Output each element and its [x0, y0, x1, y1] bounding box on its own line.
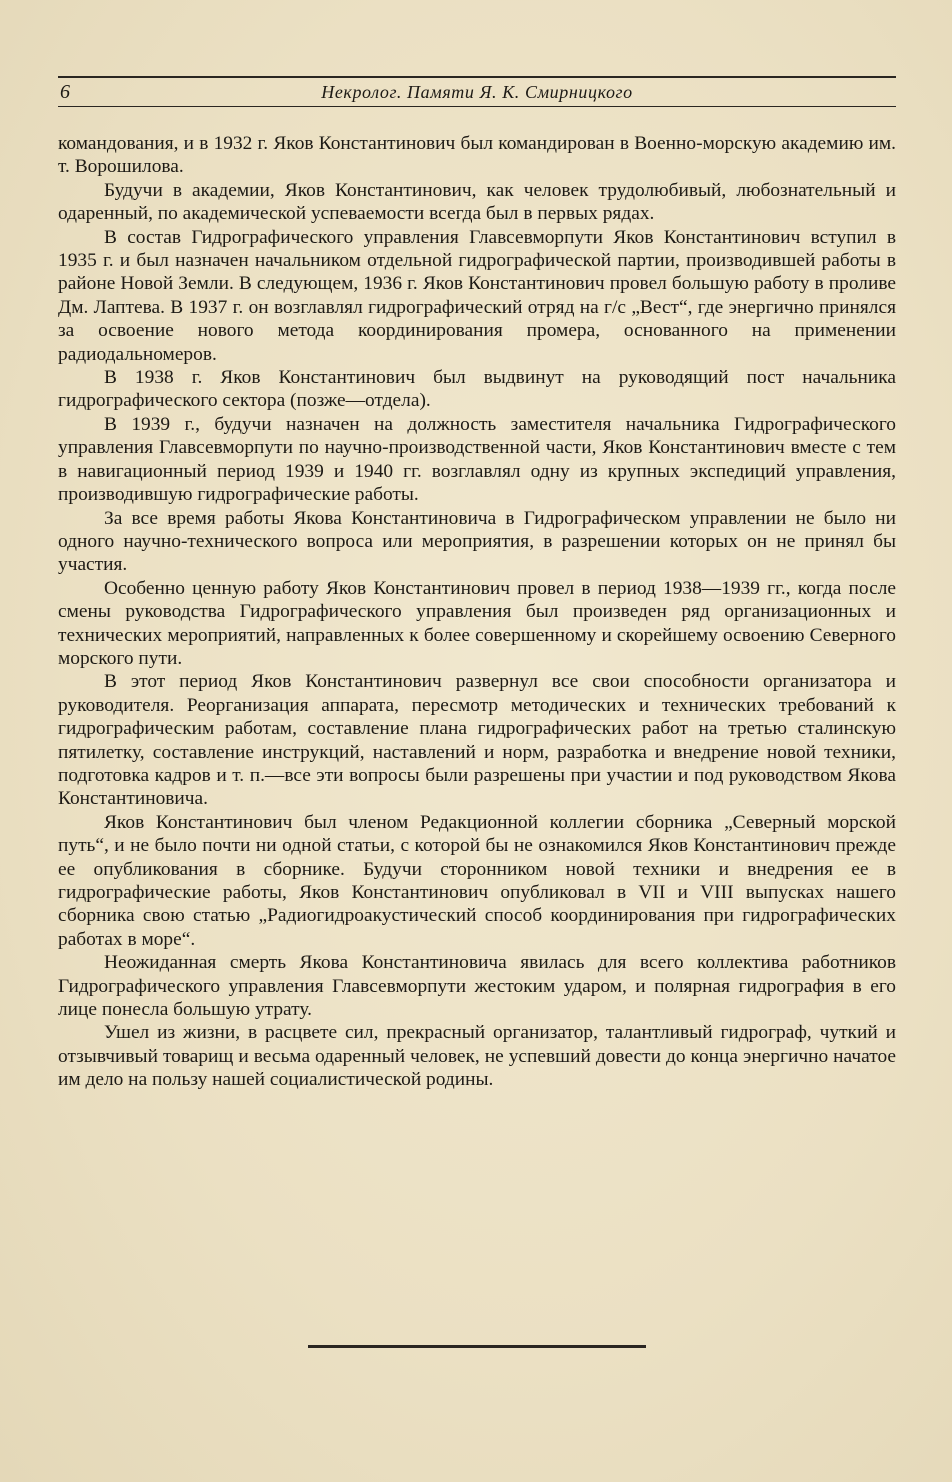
paragraph: В этот период Яков Константинович развернул все свои способности организатора и руководителя. Реорганизация аппарата, пересмотр методических и технических требований к гидрографическим работам, составление плана гидрографических работ на третью сталинскую пятилетку, составление инструкций, наставлений и норм, разработка и внедрение новой техники, подготовка кадров и т. п.—все эти вопросы были разрешены при участии и под руководством Якова Константиновича.	[58, 671, 896, 810]
paragraph: командования, и в 1932 г. Яков Константинович был командирован в Военно-морскую академию им. т. Ворошилова.	[58, 133, 896, 178]
paragraph: Ушел из жизни, в расцвете сил, прекрасный организатор, талантливый гидрограф, чуткий и отзывчивый товарищ и весьма одаренный человек, не успевший довести до конца энергично начатое им дело на пользу нашей социалистической родины.	[58, 1022, 896, 1091]
paragraph: За все время работы Якова Константиновича в Гидрографическом управлении не было ни одного научно-технического вопроса или мероприятия, в разрешении которых он не принял бы участия.	[58, 507, 896, 576]
paragraph: Особенно ценную работу Яков Константинович провел в период 1938—1939 гг., когда после смены руководства Гидрографического управления был произведен ряд организационных и технических мероприятий, направленных к более совершенному и скорейшему освоению Северного морского пути.	[58, 577, 896, 669]
closing-rule	[308, 1345, 646, 1348]
paragraph: В 1938 г. Яков Константинович был выдвинут на руководящий пост начальника гидрографического сектора (позже—отдела).	[58, 367, 896, 412]
paragraph: В состав Гидрографического управления Главсевморпути Яков Константинович вступил в 1935 г. и был назначен начальником отдельной гидрографической партии, производившей работы в районе Новой Земли. В следующем, 1936 г. Яков Константинович провел большую работу в проливе Дм. Лаптева. В 1937 г. он возглавлял гидрографический отряд на г/с „Вест“, где энергично принялся за освоение нового метода координирования промера, основанного на применении радиодальномеров.	[58, 226, 896, 365]
paragraph: Будучи в академии, Яков Константинович, как человек трудолюбивый, любознательный и одаренный, по академической успеваемости всегда был в первых рядах.	[58, 179, 896, 225]
paragraph: В 1939 г., будучи назначен на должность заместителя начальника Гидрографического управления Главсевморпути по научно-производственной части, Яков Константинович вместе с тем в навигационный период 1939 и 1940 гг. возглавлял одну из крупных экспедиций управления, производившую гидрографические работы.	[58, 413, 896, 506]
running-title: Некролог. Памяти Я. К. Смирницкого	[321, 82, 633, 102]
article-body	[58, 132, 896, 1092]
page-header	[58, 76, 896, 107]
paragraph: Яков Константинович был членом Редакционной коллегии сборника „Северный морской путь“, и не было почти ни одной статьи, с которой бы не ознакомился Яков Константинович прежде ее опубликования в сборнике. Будучи сторонником новой техники и внедрения ее в гидрографические работы, Яков Константинович опубликовал в VII и VIII выпусках нашего сборника свою статью „Радиогидроакустический способ координирования при гидрографических работах в море“.	[58, 811, 896, 950]
page-number: 6	[60, 81, 70, 103]
paragraph: Неожиданная смерть Якова Константиновича явилась для всего коллектива работников Гидрографического управления Главсевморпути жестоким ударом, и полярная гидрография в его лице понесла большую утрату.	[58, 952, 896, 1021]
